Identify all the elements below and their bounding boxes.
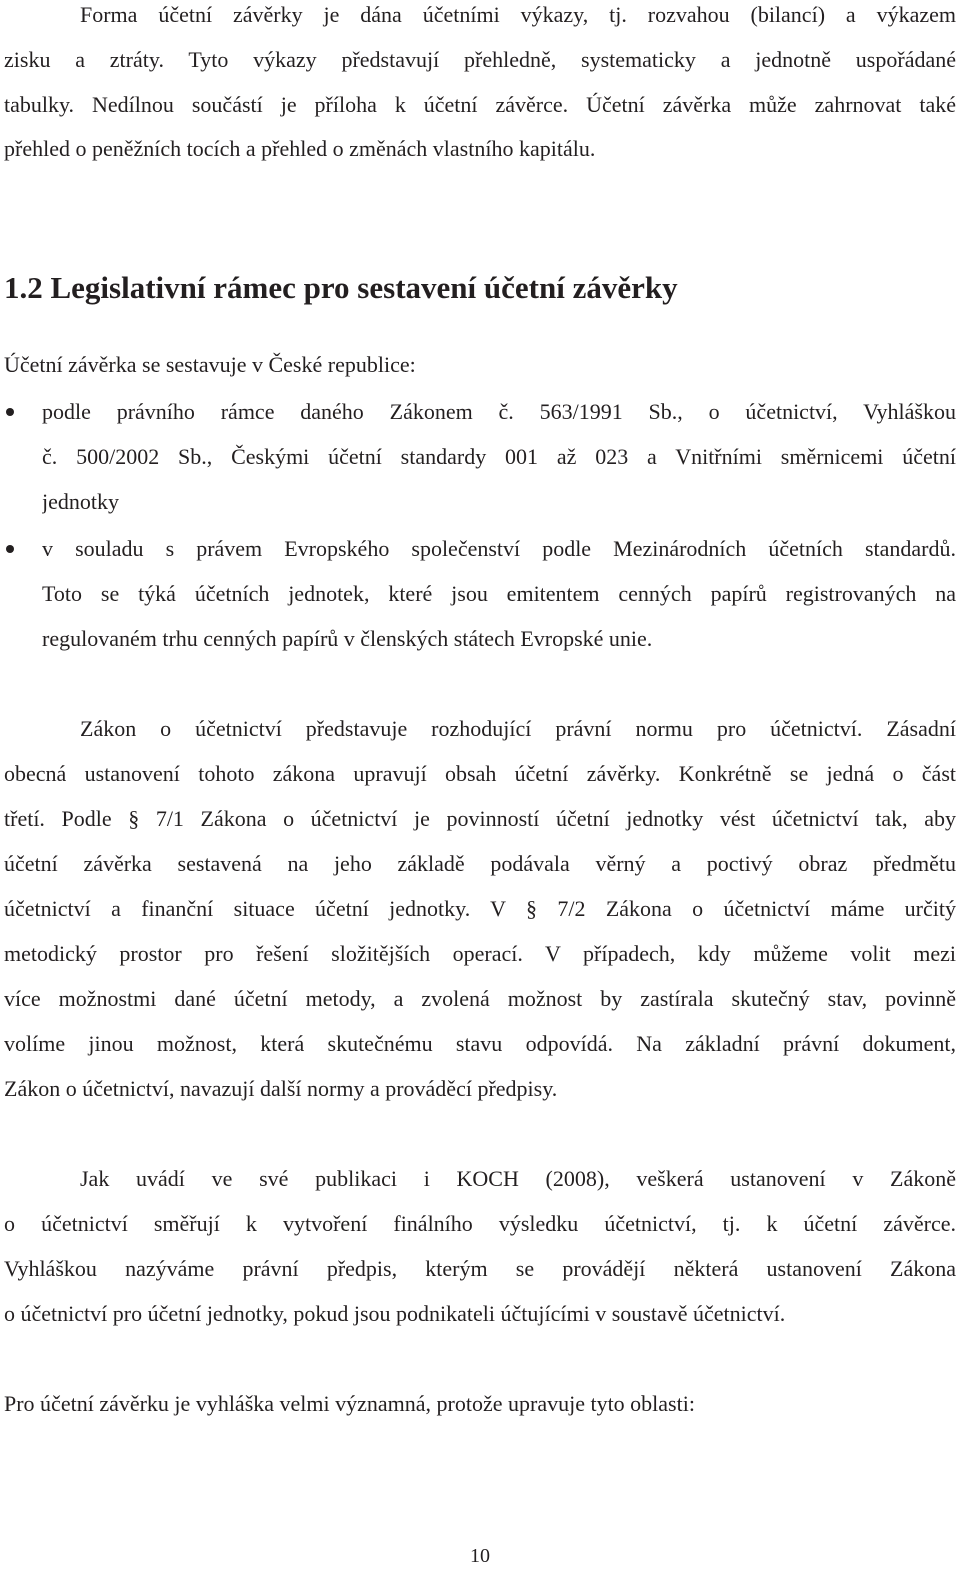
bullet-1-line-1: podle právního rámce daného Zákonem č. 563/1991 Sb., o účetnictví, Vyhláškou bbox=[42, 399, 956, 424]
page-number: 10 bbox=[470, 1545, 490, 1567]
p3-line-1: Jak uvádí ve své publikaci i KOCH (2008), veškerá ustanovení v Zákoně bbox=[80, 1166, 956, 1191]
closing-sentence: Pro účetní závěrku je vyhláška velmi významná, protože upravuje tyto oblasti: bbox=[4, 1391, 695, 1416]
intro-line-4: přehled o peněžních tocích a přehled o změnách vlastního kapitálu. bbox=[4, 136, 596, 161]
p3-line-4: o účetnictví pro účetní jednotky, pokud jsou podnikateli účtujícími v soustavě účetnictví. bbox=[4, 1301, 786, 1326]
bullet-icon bbox=[6, 408, 14, 416]
intro-line-1: Forma účetní závěrky je dána účetními výkazy, tj. rozvahou (bilancí) a výkazem bbox=[80, 2, 956, 27]
p3-line-2: o účetnictví směřují k vytvoření finálního výsledku účetnictví, tj. k účetní závěrce. bbox=[4, 1211, 956, 1236]
intro-line-3: tabulky. Nedílnou součástí je příloha k účetní závěrce. Účetní závěrka může zahrnovat také bbox=[4, 92, 956, 117]
p2-line-6: metodický prostor pro řešení složitějších operací. V případech, kdy můžeme volit mezi bbox=[4, 941, 956, 966]
bullet-1-line-2: č. 500/2002 Sb., Českými účetní standardy 001 až 023 a Vnitřními směrnicemi účetní bbox=[42, 444, 956, 469]
bullet-2-line-3: regulovaném trhu cenných papírů v členských státech Evropské unie. bbox=[42, 626, 653, 651]
bullet-2-line-2: Toto se týká účetních jednotek, které jsou emitentem cenných papírů registrovaných na bbox=[42, 581, 956, 606]
intro-line-2: zisku a ztráty. Tyto výkazy představují přehledně, systematicky a jednotně uspořádané bbox=[4, 47, 956, 72]
p2-line-3: třetí. Podle § 7/1 Zákona o účetnictví je povinností účetní jednotky vést účetnictví tak, aby bbox=[4, 806, 956, 831]
p2-line-5: účetnictví a finanční situace účetní jednotky. V § 7/2 Zákona o účetnictví máme určitý bbox=[4, 896, 956, 921]
p2-line-9: Zákon o účetnictví, navazují další normy a prováděcí předpisy. bbox=[4, 1076, 558, 1101]
p2-line-1: Zákon o účetnictví představuje rozhodující právní normu pro účetnictví. Zásadní bbox=[80, 716, 956, 741]
bullet-1-line-3: jednotky bbox=[42, 489, 119, 514]
bullet-2-line-1: v souladu s právem Evropského společenství podle Mezinárodních účetních standardů. bbox=[42, 536, 956, 561]
p2-line-4: účetní závěrka sestavená na jeho základě podávala věrný a poctivý obraz předmětu bbox=[4, 851, 956, 876]
p2-line-2: obecná ustanovení tohoto zákona upravují obsah účetní závěrky. Konkrétně se jedná o část bbox=[4, 761, 956, 786]
section-heading: 1.2 Legislativní rámec pro sestavení účetní závěrky bbox=[4, 270, 678, 305]
p3-line-3: Vyhláškou nazýváme právní předpis, kterým se provádějí některá ustanovení Zákona bbox=[4, 1256, 956, 1281]
section-lead: Účetní závěrka se sestavuje v České republice: bbox=[4, 352, 416, 377]
p2-line-8: volíme jinou možnost, která skutečnému stavu odpovídá. Na základní právní dokument, bbox=[4, 1031, 956, 1056]
p2-line-7: více možnostmi dané účetní metody, a zvolená možnost by zastírala skutečný stav, povinně bbox=[4, 986, 956, 1011]
bullet-icon bbox=[6, 545, 14, 553]
